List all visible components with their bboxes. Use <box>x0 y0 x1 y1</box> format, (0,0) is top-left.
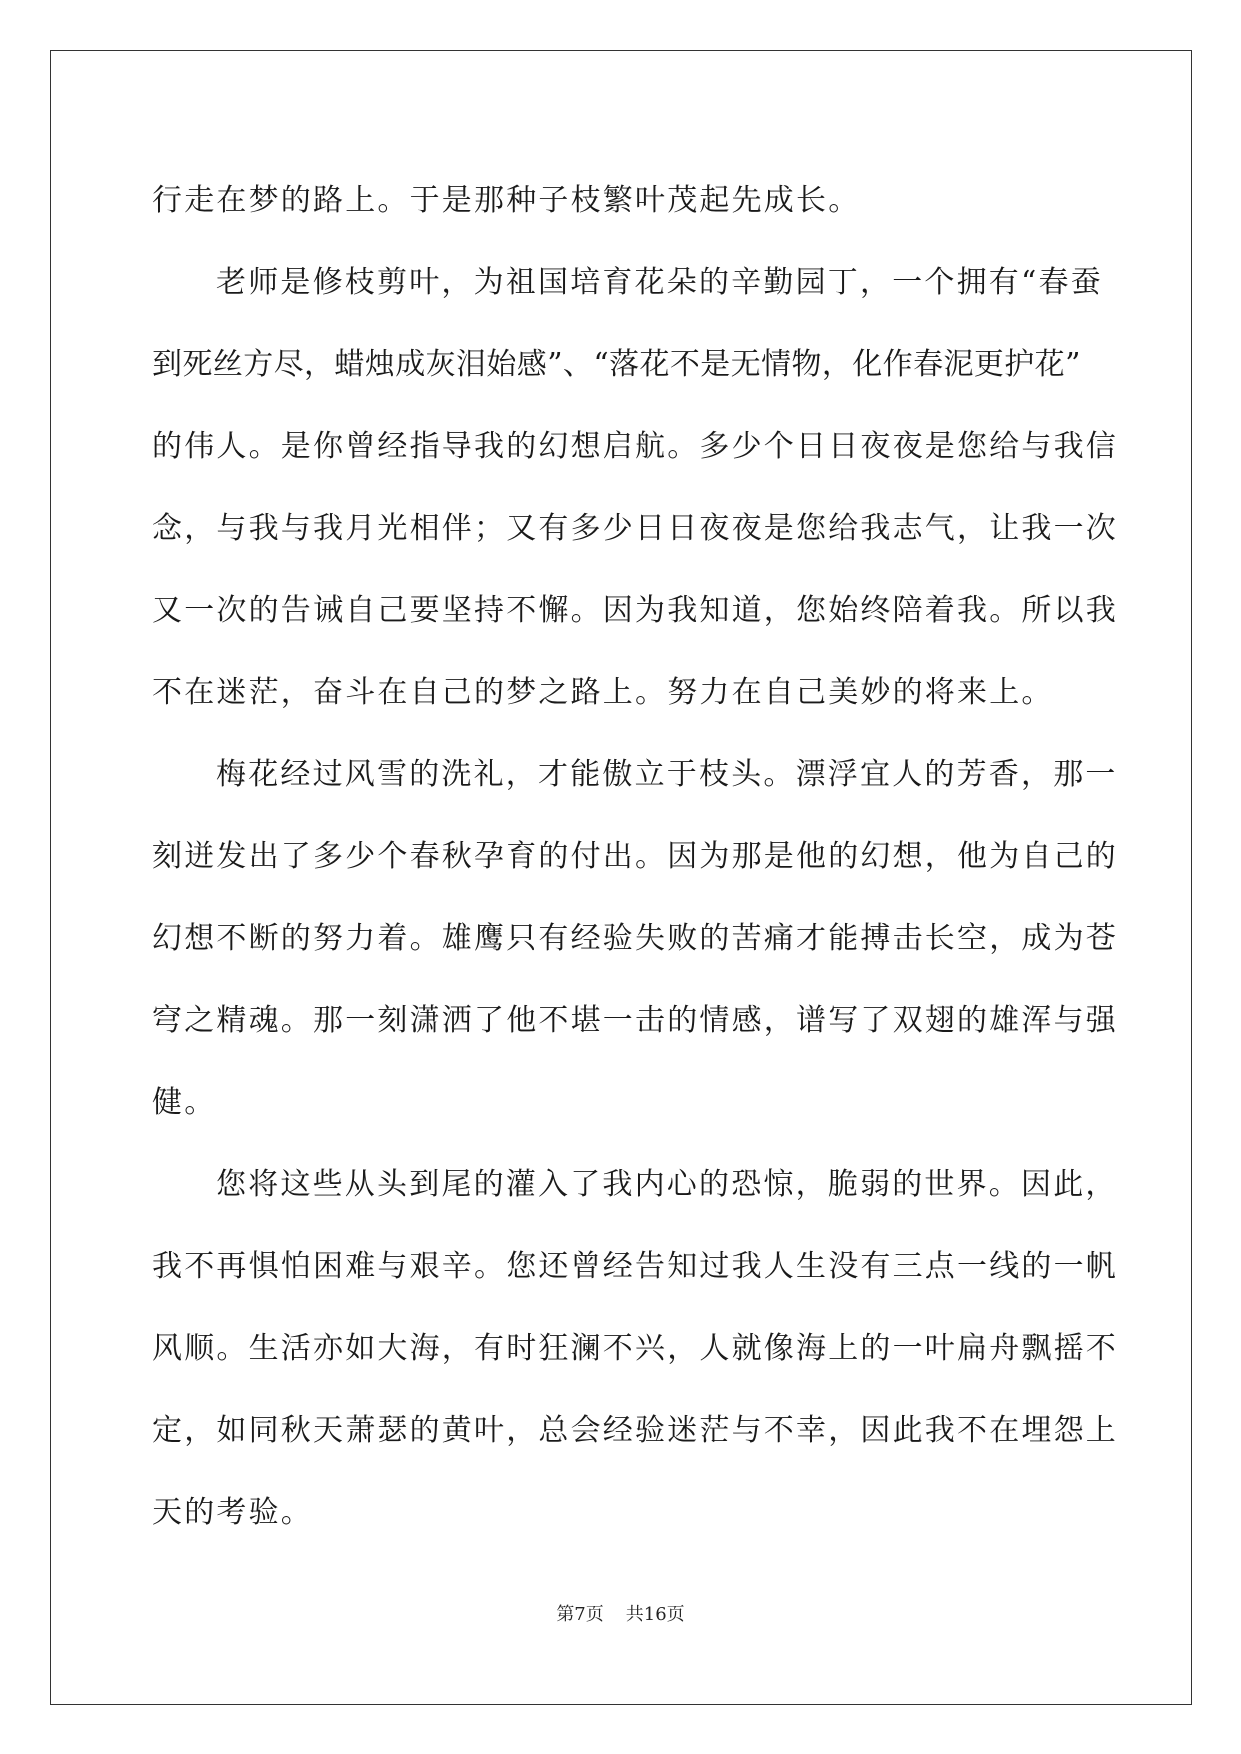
text-line: 健。 <box>152 1085 217 1120</box>
text-line: 穹之精魂。那一刻潇洒了他不堪一击的情感，谱写了双翅的雄浑与强 <box>152 1003 1118 1038</box>
text-line: 幻想不断的努力着。雄鹰只有经验失败的苦痛才能搏击长空，成为苍 <box>152 921 1118 956</box>
paragraph-start-line: 老师是修枝剪叶，为祖国培育花朵的辛勤园丁，一个拥有“春蚕 <box>216 265 1103 300</box>
document-body <box>152 160 1118 1554</box>
text-line: 定，如同秋天萧瑟的黄叶，总会经验迷茫与不幸，因此我不在埋怨上 <box>152 1413 1118 1448</box>
text-line: 刻迸发出了多少个春秋孕育的付出。因为那是他的幻想，他为自己的 <box>152 839 1118 874</box>
text-line: 我不再惧怕困难与艰辛。您还曾经告知过我人生没有三点一线的一帆 <box>152 1249 1118 1284</box>
page-number: 第7页 <box>556 1604 604 1625</box>
text-line: 又一次的告诫自己要坚持不懈。因为我知道，您始终陪着我。所以我 <box>152 593 1118 628</box>
text-line: 风顺。生活亦如大海，有时狂澜不兴，人就像海上的一叶扁舟飘摇不 <box>152 1331 1118 1366</box>
paragraph-start-line: 您将这些从头到尾的灌入了我内心的恐惊，脆弱的世界。因此， <box>216 1167 1118 1202</box>
text-line: 行走在梦的路上。于是那种子枝繁叶茂起先成长。 <box>152 183 861 218</box>
text-line: 不在迷茫，奋斗在自己的梦之路上。努力在自己美妙的将来上。 <box>152 675 1054 710</box>
paragraph-start-line: 梅花经过风雪的洗礼，才能傲立于枝头。漂浮宜人的芳香，那一 <box>216 757 1118 792</box>
page-footer <box>0 1600 1241 1626</box>
text-line: 的伟人。是你曾经指导我的幻想启航。多少个日日夜夜是您给与我信 <box>152 429 1118 464</box>
text-line: 天的考验。 <box>152 1495 313 1530</box>
text-line: 到死丝方尽，蜡烛成灰泪始感”、“落花不是无情物，化作春泥更护花” <box>152 347 1081 382</box>
page-total: 共16页 <box>625 1604 685 1625</box>
text-line: 念，与我与我月光相伴；又有多少日日夜夜是您给我志气，让我一次 <box>152 511 1118 546</box>
